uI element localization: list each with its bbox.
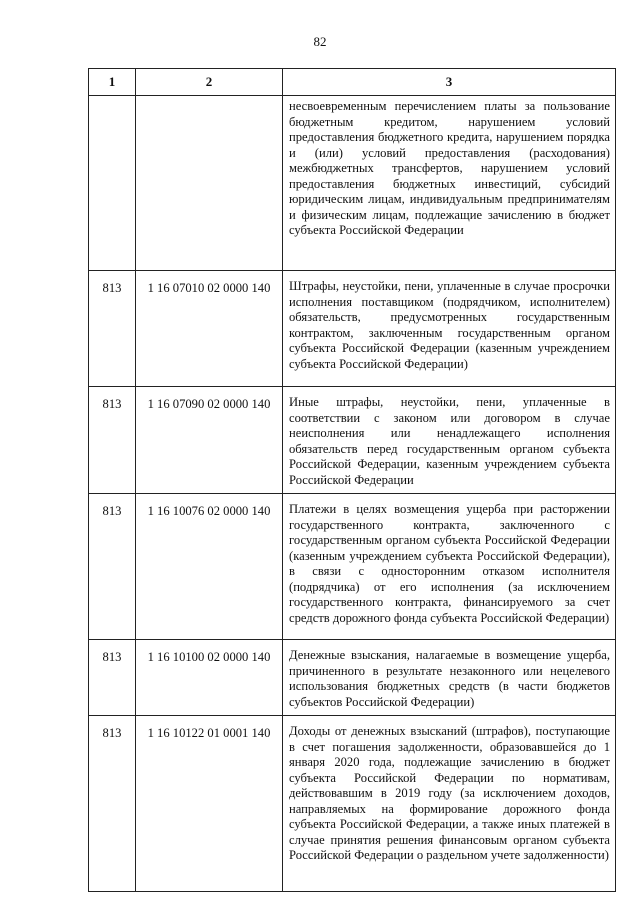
table-row: [89, 387, 616, 494]
table-header-row: [89, 69, 616, 96]
budget-code-cell: 1 16 10122 01 0001 140: [136, 716, 283, 892]
budget-code-cell: 1 16 07010 02 0000 140: [136, 271, 283, 387]
budget-code-cell: 1 16 10076 02 0000 140: [136, 494, 283, 640]
table-row: [89, 271, 616, 387]
admin-code-cell: 813: [89, 494, 136, 640]
budget-code-cell: 1 16 07090 02 0000 140: [136, 387, 283, 494]
page-number: 82: [313, 34, 327, 49]
admin-code-cell: [89, 96, 136, 271]
budget-code-cell: [136, 96, 283, 271]
description-cell: Доходы от денежных взысканий (штрафов), поступающие в счет погашения задолженности, образовавшейся до 1 января 2020 года, подлежащие зачислению в бюджет субъекта Российской Федерации по нормативам, действовавшим в 2019 году (за исключением доходов, направляемых на формирование дорожного фонда субъекта Российской Федерации, а также иных платежей в случае принятия решения финансовым органом субъекта Российской Федерации о раздельном учете задолженности): [283, 716, 616, 892]
description-cell: несвоевременным перечислением платы за пользование бюджетным кредитом, нарушением условий предоставления бюджетного кредита, нарушением порядка и (или) условий предоставления (расходования) межбюджетных трансфертов, нарушением условий предоставления бюджетных инвестиций, субсидий юридическим лицам, индивидуальным предпринимателям и физическим лицам, подлежащие зачислению в бюджет субъекта Российской Федерации: [283, 96, 616, 271]
column-header-3: 3: [283, 69, 616, 96]
description-cell: Платежи в целях возмещения ущерба при расторжении государственного контракта, заключенного с государственным органом субъекта Российской Федерации (казенным учреждением субъекта Российской Федерации), в связи с односторонним отказом исполнителя (подрядчика) от его исполнения (за исключением государственного контракта, финансируемого за счет средств дорожного фонда субъекта Российской Федерации): [283, 494, 616, 640]
table-row: [89, 716, 616, 892]
table-row: [89, 96, 616, 271]
description-cell: Денежные взыскания, налагаемые в возмещение ущерба, причиненного в результате незаконного или нецелевого использования бюджетных средств (в части бюджетов субъектов Российской Федерации): [283, 640, 616, 716]
table-row: [89, 640, 616, 716]
description-cell: Иные штрафы, неустойки, пени, уплаченные в соответствии с законом или договором в случае неисполнения или ненадлежащего исполнения обязательств перед государственным органом субъекта Российской Федерации, казенным учреждением субъекта Российской Федерации: [283, 387, 616, 494]
admin-code-cell: 813: [89, 716, 136, 892]
admin-code-cell: 813: [89, 271, 136, 387]
description-cell: Штрафы, неустойки, пени, уплаченные в случае просрочки исполнения поставщиком (подрядчиком, исполнителем) обязательств, предусмотренных государственным контрактом, заключенным государственным органом субъекта Российской Федерации (казенным учреждением субъекта Российской Федерации): [283, 271, 616, 387]
table-row: [89, 494, 616, 640]
budget-code-cell: 1 16 10100 02 0000 140: [136, 640, 283, 716]
revenue-codes-table: [88, 68, 616, 892]
column-header-2: 2: [136, 69, 283, 96]
admin-code-cell: 813: [89, 640, 136, 716]
admin-code-cell: 813: [89, 387, 136, 494]
column-header-1: 1: [89, 69, 136, 96]
